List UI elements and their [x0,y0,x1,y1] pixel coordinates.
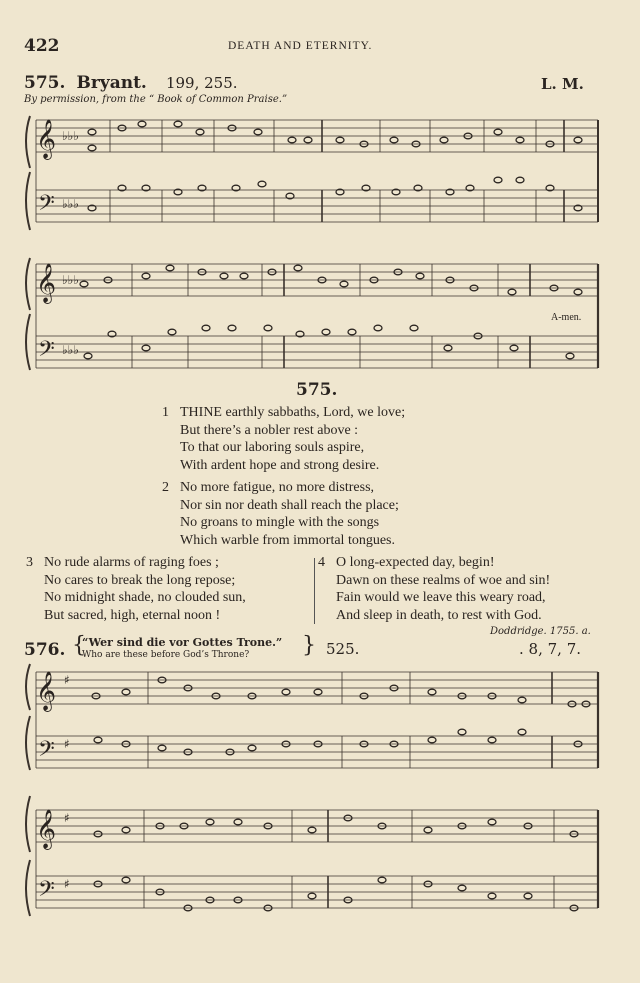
stanza-1 [162,404,405,474]
verse-line: Which warble from immortal tongues. [180,532,395,548]
svg-text:𝄢: 𝄢 [38,737,55,767]
verse-line: To that our laboring souls aspire, [180,440,365,456]
stanza-number: 1 [162,405,169,420]
svg-text:𝄞: 𝄞 [36,263,57,303]
english-title: Who are these before God’s Throne? [82,650,250,660]
svg-text:♭♭♭: ♭♭♭ [62,129,79,143]
meter: L. M. [541,75,584,93]
hymn-576-number: 576. [24,640,66,660]
verse-line: And sleep in death, to rest with God. [336,607,542,623]
music-system-1 [22,110,602,238]
stanza-4 [318,554,550,624]
svg-text:♯: ♯ [64,673,70,687]
tune-ref: 525. [326,640,360,658]
verse-line: Dawn on these realms of woe and sin! [336,572,551,588]
verse-line: O long-expected day, begin! [336,555,495,570]
column-divider [314,558,315,624]
svg-text:♯: ♯ [64,811,70,825]
hymn-number: 575. [24,73,66,93]
svg-text:𝄞: 𝄞 [36,119,57,159]
svg-text:♭♭♭: ♭♭♭ [62,273,79,287]
german-title: “Wer sind die vor Gottes Trone.” [82,636,283,649]
author-credit: Doddridge. 1755. a. [490,626,591,637]
stanza-3 [26,554,246,624]
verse-line: No groans to mingle with the songs [180,515,380,531]
tune-name: Bryant. [76,73,147,93]
svg-text:𝄢: 𝄢 [38,877,55,907]
score-576-system-2 [22,790,602,922]
svg-text:𝄢: 𝄢 [38,191,55,221]
svg-text:𝄢: 𝄢 [38,337,55,367]
verse-line: With ardent hope and strong desire. [180,457,380,473]
stanza-number: 2 [162,480,169,495]
svg-text:♯: ♯ [64,737,70,751]
music-system-3 [22,658,602,776]
page-number: 422 [24,36,60,56]
svg-text:♭♭♭: ♭♭♭ [62,197,79,211]
svg-text:𝄞: 𝄞 [36,809,57,849]
tune-refs: 199, 255. [165,74,238,92]
svg-text:♭♭♭: ♭♭♭ [62,343,79,357]
verse-line: No rude alarms of raging foes ; [44,555,219,570]
verse-line: But there’s a nobler rest above : [180,422,359,438]
verse-line: Nor sin nor death shall reach the place; [180,497,399,513]
stanza-number: 4 [318,555,325,570]
credit-line: By permission, from the “ Book of Common Praise.” [24,94,288,105]
score-575-system-2 [22,252,602,378]
verse-line: But sacred, high, eternal noon ! [44,607,221,623]
running-title: DEATH AND ETERNITY. [228,40,373,52]
music-system-2 [22,252,602,378]
svg-text:𝄞: 𝄞 [36,671,57,711]
stanza-number: 3 [26,555,33,570]
verse-line: No cares to break the long repose; [44,572,236,588]
text-number: 575. [296,380,338,400]
svg-text:♯: ♯ [64,877,70,891]
score-575-system-1 [22,110,602,238]
hymn-575-heading [24,73,238,93]
music-system-4 [22,790,602,922]
verse-line: No more fatigue, no more distress, [180,480,375,495]
right-brace: } [302,633,316,658]
verse-line: No midnight shade, no clouded sun, [44,590,246,606]
left-brace: { [72,633,86,658]
amen-label: A-men. [551,312,582,323]
verse-line: THINE earthly sabbaths, Lord, we love; [180,405,406,420]
meter-576: . 8, 7, 7. [519,640,582,658]
stanza-2 [162,479,399,549]
verse-line: Fain would we leave this weary road, [336,590,546,606]
score-576-system-1 [22,658,602,776]
